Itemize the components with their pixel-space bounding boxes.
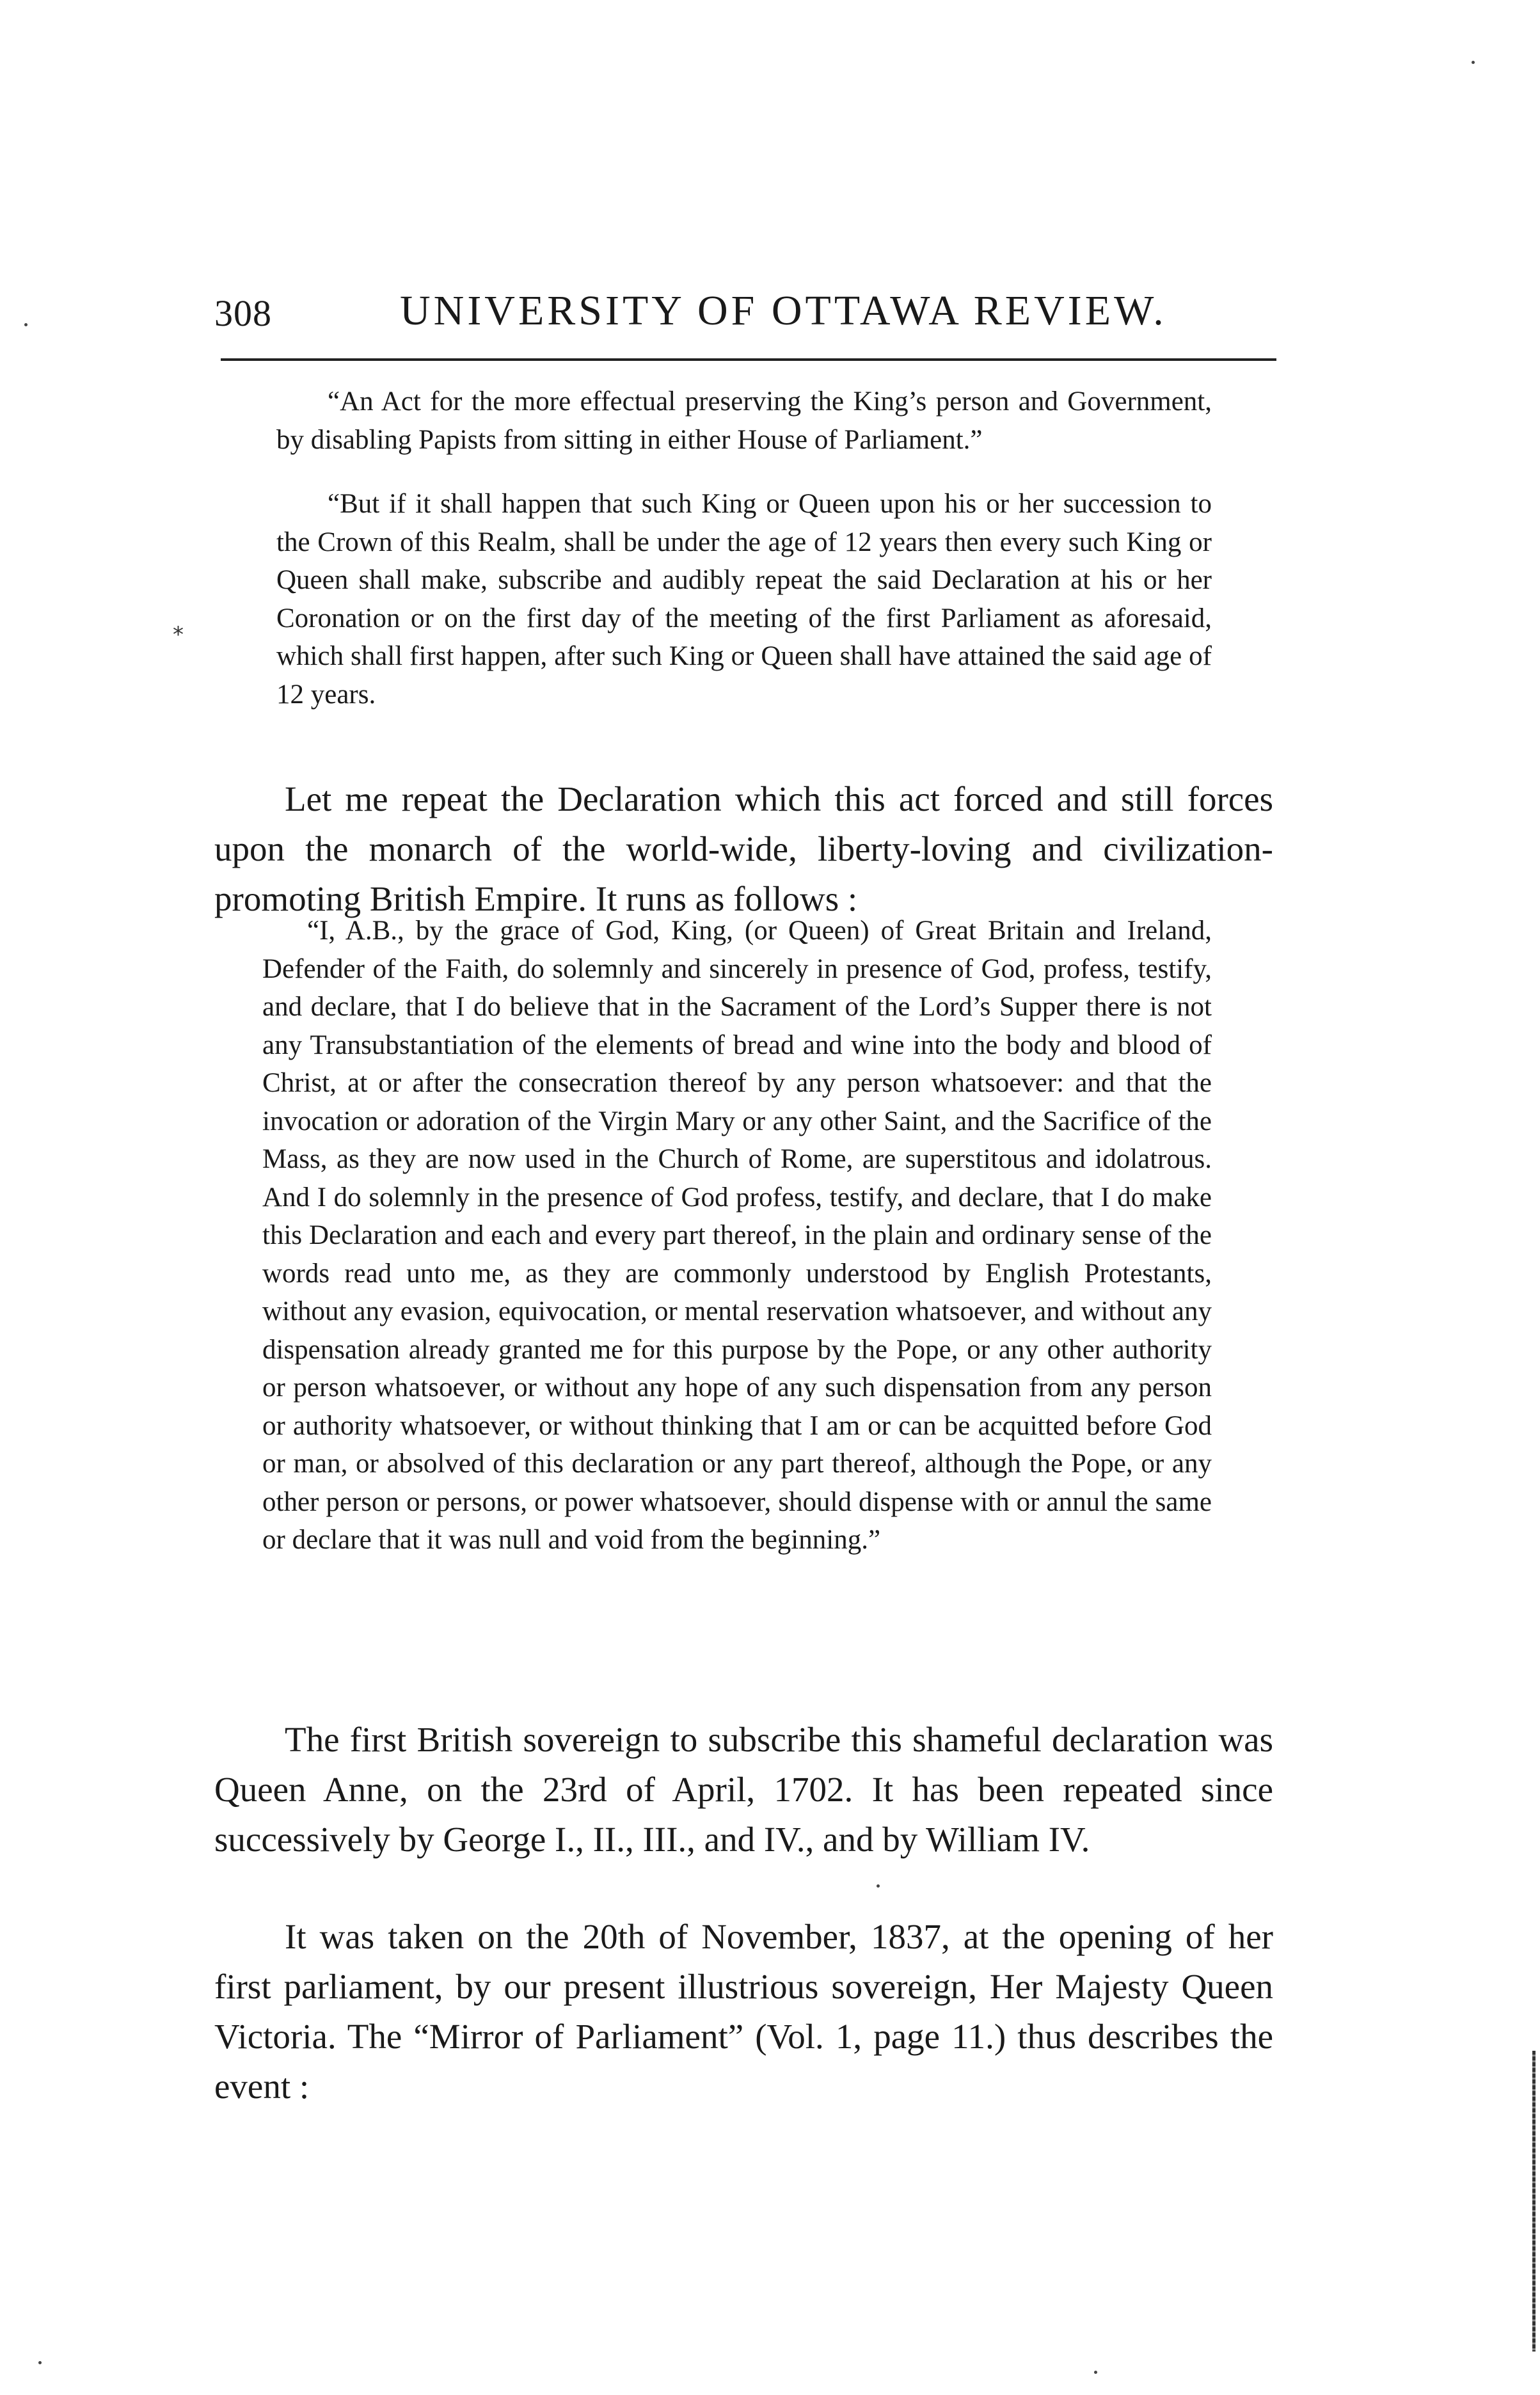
body-paragraph-declaration-intro: Let me repeat the Declaration which this act forced and still forces upon the monarch of the world-wide, liberty-loving and civilization-promoting British Empire. It runs as follows : (214, 779, 1273, 918)
scan-edge-artifact (1532, 2051, 1536, 2351)
page-number: 308 (214, 292, 272, 334)
quoted-declaration: “I, A.B., by the grace of God, King, (or Queen) of Great Britain and Ireland, Defender of the Faith, do solemnly and sincerely in presence of God, profess, testify, and declare, that I do believe that in the Sacrament of the Lord’s Supper there is not any Transubstantiation of the elements of bread and wine into the body and blood of Christ, at or after the consecration thereof by any person whatsoever: and that the invocation or adoration of the Virgin Mary or any other Saint, and the Sacrifice of the Mass, as they are now used in the Church of Rome, are superstitous and idolatrous. And I do solemnly in the presence of God profess, testify, and declare, that I do make this Declaration and each and every part thereof, in the plain and ordinary sense of the words read unto me, as they are commonly understood by English Protestants, without any evasion, equivocation, or mental reservation whatsoever, and without any dispensation already granted me for this purpose by the Pope, or any other authority or person whatsoever, or without any hope of any such dispensation from any person or authority whatsoever, or without thinking that I am or can be acquitted before God or man, or absolved of this declaration or any part thereof, although the Pope, or any other person or persons, or power whatsoever, should dispense with or annul the same or declare that it was null and void from the beginning.” (262, 916, 1212, 1555)
scan-speck (38, 2361, 42, 2364)
header-rule (221, 358, 1276, 361)
body-paragraph-victoria: It was taken on the 20th of November, 1837, at the opening of her first parliament, by our present illustrious sovereign, Her Majesty Queen Victoria. The “Mirror of Parliament” (Vol. 1, page 11.) thus describes the event : (214, 1917, 1273, 2106)
scan-speck (877, 1884, 880, 1888)
running-title: UNIVERSITY OF OTTAWA REVIEW. (400, 287, 1167, 334)
scan-speck (1472, 61, 1475, 64)
scan-speck (1094, 2371, 1097, 2374)
margin-asterisk-mark: * (173, 622, 184, 648)
scan-speck (24, 323, 28, 326)
quoted-succession-clause: “But if it shall happen that such King or Queen upon his or her succession to the Crown of this Realm, shall be under the age of 12 years then every such King or Queen shall make, subscribe and audibly repeat the said Declaration at his or her Coronation or on the first day of the meeting of the first Parliament as aforesaid, which shall first happen, after such King or Queen shall have attained the said age of 12 years. (276, 489, 1212, 710)
page-header (214, 287, 1276, 344)
body-paragraph-first-sovereign: The first British sovereign to subscribe this shameful declaration was Queen Anne, on the 23rd of April, 1702. It has been repeated since successively by George I., II., III., and IV., and by William IV. (214, 1720, 1273, 1859)
quoted-act-title: “An Act for the more effectual preserving the King’s person and Government, by disabling Papists from sitting in either House of Parliament.” (276, 386, 1212, 455)
